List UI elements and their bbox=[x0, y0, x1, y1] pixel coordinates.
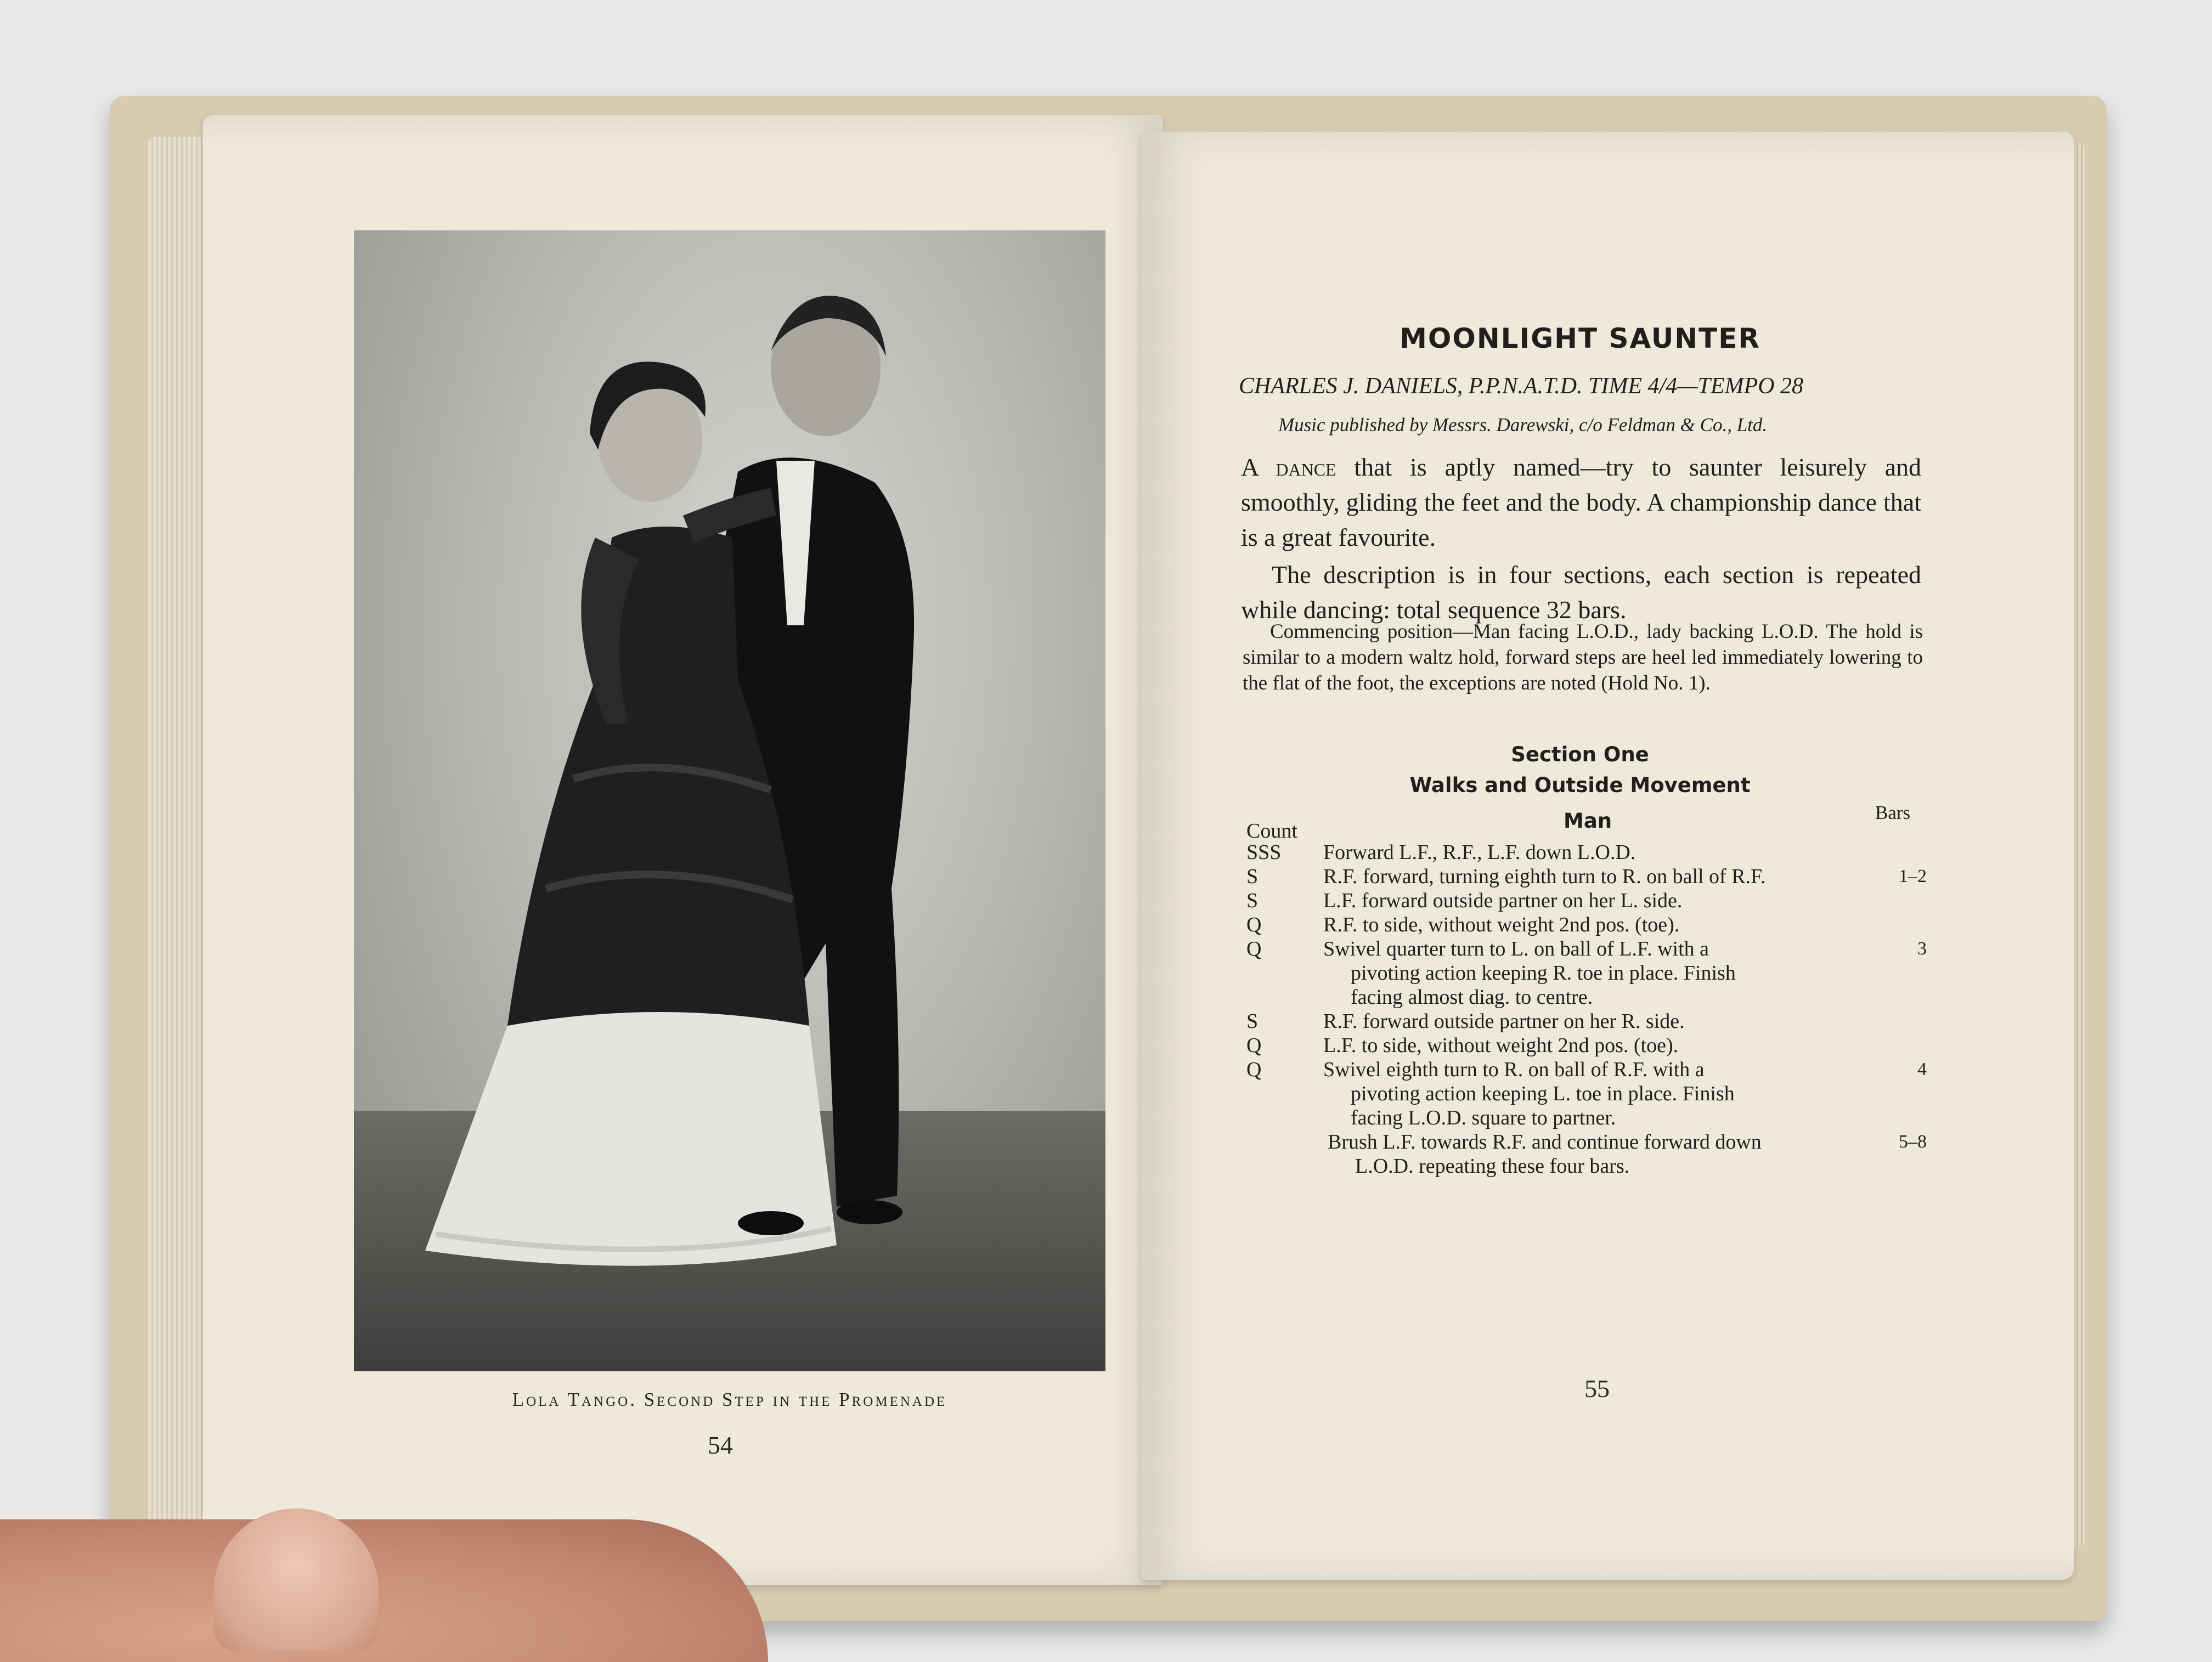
step-line: R.F. forward, turning eighth turn to R. on ball of R.F. bbox=[1323, 865, 1766, 888]
photo-caption: Lola Tango. Second Step in the Promenade bbox=[512, 1389, 947, 1410]
step-bars: 5–8 bbox=[1899, 1132, 1927, 1152]
intro-rest: that is aptly named—try to saunter leisurely and smoothly, gliding the feet and the body. A championship dance that is a great favourite. bbox=[1241, 453, 1921, 551]
step-bars: 1–2 bbox=[1899, 866, 1927, 886]
step-line: pivoting action keeping R. toe in place. Finish bbox=[1351, 962, 1736, 985]
step-line: R.F. to side, without weight 2nd pos. (toe). bbox=[1323, 913, 1680, 936]
intro-paragraph-2: The description is in four sections, each section is repeated while dancing: total sequence 32 bars. bbox=[1241, 561, 1921, 624]
step-line: Forward L.F., R.F., L.F. down L.O.D. bbox=[1323, 841, 1636, 864]
step-bars: 3 bbox=[1917, 939, 1927, 959]
step-line: L.F. to side, without weight 2nd pos. (toe). bbox=[1323, 1034, 1679, 1057]
steps-list bbox=[1246, 840, 1927, 1178]
step-count: S bbox=[1246, 1010, 1259, 1033]
hand bbox=[0, 1519, 768, 1662]
step-count: SSS bbox=[1246, 841, 1282, 864]
dancers-illustration bbox=[354, 230, 1105, 1371]
step-line: L.O.D. repeating these four bars. bbox=[1355, 1155, 1630, 1178]
dance-photograph bbox=[354, 230, 1105, 1371]
step-row bbox=[1246, 913, 1927, 937]
author-byline: CHARLES J. DANIELS, P.P.N.A.T.D. TIME 4/4—TEMPO 28 bbox=[1239, 374, 1804, 399]
step-line: pivoting action keeping L. toe in place. Finish bbox=[1351, 1082, 1735, 1105]
column-header-count: Count bbox=[1246, 819, 1297, 843]
section-title: Section One bbox=[1511, 743, 1649, 766]
dance-title: MOONLIGHT SAUNTER bbox=[1400, 323, 1760, 354]
step-count: Q bbox=[1246, 1058, 1262, 1081]
step-line: Swivel quarter turn to L. on ball of L.F. with a bbox=[1323, 937, 1709, 960]
step-line: Brush L.F. towards R.F. and continue forward down bbox=[1328, 1130, 1762, 1154]
step-line: Swivel eighth turn to R. on ball of R.F. with a bbox=[1323, 1058, 1705, 1081]
music-publisher-note: Music published by Messrs. Darewski, c/o Feldman & Co., Ltd. bbox=[1278, 414, 1768, 436]
step-count: Q bbox=[1246, 1034, 1262, 1057]
intro-paragraphs bbox=[1241, 450, 1921, 628]
step-count: Q bbox=[1246, 937, 1262, 960]
step-count: Q bbox=[1246, 913, 1262, 936]
commencing-position: Commencing position—Man facing L.O.D., lady backing L.O.D. The hold is similar to a modern waltz hold, forward steps are heel led immediately lowering to the flat of the foot, the exceptions are noted (Hold No. 1). bbox=[1243, 620, 1923, 694]
step-line: facing almost diag. to centre. bbox=[1351, 986, 1593, 1009]
intro-paragraph-1 bbox=[1241, 450, 1921, 555]
step-bars: 4 bbox=[1917, 1059, 1927, 1079]
page-number-right: 55 bbox=[1584, 1375, 1610, 1403]
step-count: S bbox=[1246, 865, 1259, 888]
page-number-left: 54 bbox=[708, 1431, 733, 1459]
step-row bbox=[1246, 864, 1927, 889]
step-line: L.F. forward outside partner on her L. side. bbox=[1323, 889, 1683, 912]
step-row bbox=[1246, 1058, 1927, 1130]
step-count: S bbox=[1246, 889, 1259, 912]
section-subtitle: Walks and Outside Movement bbox=[1409, 773, 1751, 797]
step-row bbox=[1246, 840, 1927, 864]
step-row bbox=[1246, 889, 1927, 913]
column-header-bars: Bars bbox=[1875, 802, 1911, 823]
step-line: R.F. forward outside partner on her R. side. bbox=[1323, 1010, 1685, 1033]
step-row bbox=[1246, 1130, 1927, 1178]
step-row bbox=[1246, 1033, 1927, 1058]
column-header-man: Man bbox=[1564, 809, 1612, 833]
step-line: facing L.O.D. square to partner. bbox=[1351, 1106, 1616, 1129]
step-row bbox=[1246, 937, 1927, 1009]
step-row bbox=[1246, 1009, 1927, 1033]
intro-lead: A dance bbox=[1241, 453, 1336, 481]
